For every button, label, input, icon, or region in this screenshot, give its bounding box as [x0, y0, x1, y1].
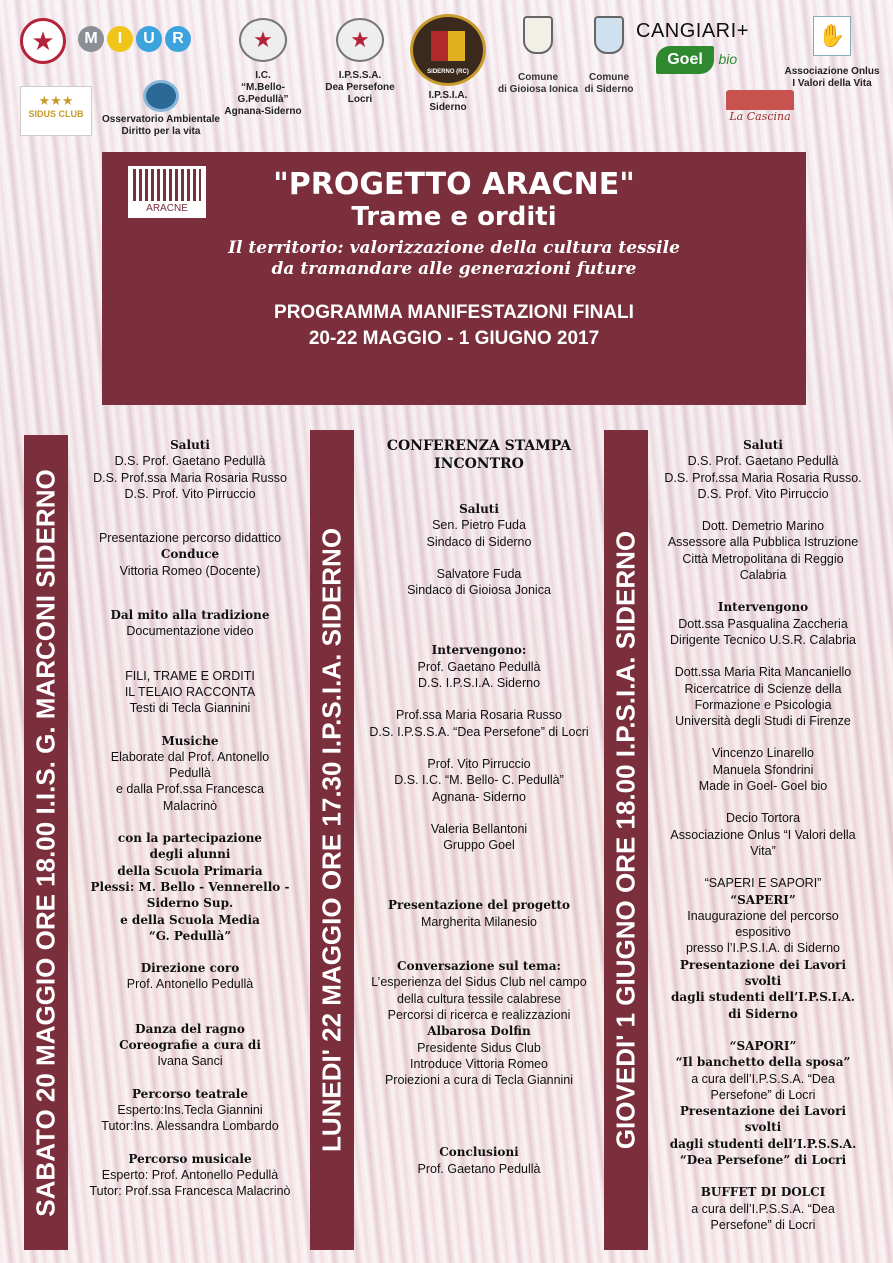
text-line: Esperto: Prof. Antonello Pedullà	[101, 1167, 279, 1182]
text-line: della Scuola Primaria	[117, 863, 263, 878]
banner-dates: 20-22 MAGGIO - 1 GIUGNO 2017	[308, 328, 600, 349]
section-heading: Danza del ragno	[135, 1021, 245, 1036]
section-heading: Saluti	[459, 502, 499, 516]
text-line: Vincenzo Linarello	[712, 746, 814, 761]
text-line: Città Metropolitana di Reggio	[682, 551, 844, 566]
text-line: a cura dell’I.P.S.S.A. “Dea	[691, 1201, 835, 1216]
republic-emblem-left	[20, 18, 66, 64]
ipssa-caption-1: I.P.S.S.A.	[338, 70, 382, 81]
section-heading: Percorso musicale	[128, 1151, 252, 1166]
text-line: Sindaco di Siderno	[426, 534, 532, 549]
text-line: Associazione Onlus “I Valori della	[670, 827, 856, 842]
text-line: Agnana- Siderno	[432, 789, 526, 804]
text-line: Università degli Studi di Firenze	[675, 714, 851, 729]
banner-title: "PROGETTO ARACNE"	[273, 167, 635, 202]
goel-leaf-icon: Goel	[656, 46, 714, 74]
goel-bio-logo	[656, 46, 737, 74]
text-line: Sen. Pietro Fuda	[432, 518, 526, 533]
la-cascina-logo	[726, 90, 794, 123]
section-heading: Saluti	[743, 438, 783, 452]
section-heading: INCONTRO	[434, 456, 524, 472]
ipsia-logo	[410, 14, 486, 114]
ipssa-caption-3: Locri	[347, 94, 373, 105]
goel-bio-text: bio	[718, 51, 738, 67]
section-heading: Conversazione sul tema:	[397, 959, 561, 974]
event-date-left: SABATO 20 MAGGIO ORE 18.00 I.I.S. G. MARCONI SIDERNO	[30, 468, 61, 1217]
text-line: Prof. Gaetano Pedullà	[417, 659, 541, 674]
text-line: Introduce Vittoria Romeo	[409, 1056, 549, 1071]
sidus-club-logo: ★★★ SIDUS CLUB	[20, 86, 92, 136]
section-heading: “SAPERI”	[730, 892, 796, 907]
text-line: Siderno Sup.	[146, 896, 234, 911]
text-line: Manuela Sfondrini	[712, 762, 814, 777]
section-heading: Saluti	[170, 438, 210, 452]
text-line: Salvatore Fuda	[436, 566, 522, 581]
text-line: Inaugurazione del percorso	[687, 908, 839, 923]
section-heading: CONFERENZA STAMPA	[386, 438, 572, 454]
text-line: Pedullà	[169, 766, 211, 781]
program-column-right	[648, 437, 878, 1233]
text-line: Formazione e Psicologia	[694, 697, 832, 712]
text-line: svolti	[744, 974, 782, 989]
text-line: Calabria	[739, 568, 787, 583]
text-line: D.S. Prof. Gaetano Pedullà	[687, 454, 839, 469]
cangiari-logo: CANGIARI+	[636, 20, 749, 42]
text-line: Vita”	[750, 843, 776, 858]
aracne-logo	[128, 166, 206, 218]
gioiosa-caption-2: di Gioiosa Ionica	[497, 84, 578, 95]
vertical-bar-middle	[310, 430, 354, 1250]
eye-icon	[143, 80, 179, 112]
text-line: D.S. Prof. Gaetano Pedullà	[114, 454, 266, 469]
stars-icon: ★★★	[38, 93, 74, 108]
ipssa-caption-2: Dea Persefone	[325, 82, 395, 93]
text-line: “Dea Persefone” di Locri	[679, 1152, 847, 1167]
section-heading: Intervengono:	[431, 643, 527, 658]
text-line: e della Scuola Media	[120, 912, 260, 927]
gioiosa-caption-1: Comune	[518, 72, 558, 83]
section-heading: Intervengono	[717, 600, 809, 615]
text-line: Made in Goel- Goel bio	[698, 779, 828, 794]
text-line: Ricercatrice di Scienze della	[684, 681, 842, 696]
text-line: Persefone” di Locri	[710, 1217, 816, 1232]
gioiosa-crest-icon	[523, 16, 553, 54]
text-line: Prof.ssa Maria Rosaria Russo	[395, 708, 563, 723]
section-heading: BUFFET DI DOLCI	[700, 1185, 826, 1200]
banner-theme-2: da tramandare alle generazioni future	[271, 259, 637, 279]
osservatorio-caption-2: Diritto per la vita	[121, 126, 201, 137]
text-line: Presidente Sidus Club	[417, 1040, 541, 1055]
osservatorio-logo	[96, 80, 226, 138]
section-heading: “SAPORI”	[729, 1038, 797, 1053]
text-line: Documentazione video	[126, 624, 254, 639]
text-line: Dirigente Tecnico U.S.R. Calabria	[670, 632, 856, 647]
section-heading: Dal mito alla tradizione	[110, 608, 270, 623]
ipsia-caption-1: I.P.S.I.A.	[428, 90, 468, 101]
aracne-logo-text: ARACNE	[146, 203, 188, 214]
ipsia-caption-2: Siderno	[429, 102, 467, 113]
ic-caption-2: “M.Bello-G.Pedullà”	[237, 82, 289, 105]
text-line: D.S. I.P.S.I.A. Siderno	[417, 676, 541, 691]
text-line: “SAPERI E SAPORI”	[704, 876, 822, 891]
text-line: Percorsi di ricerca e realizzazioni	[387, 1007, 571, 1022]
section-heading: Conduce	[160, 547, 220, 562]
la-cascina-text: La Cascina	[729, 110, 791, 123]
osservatorio-caption-1: Osservatorio Ambientale	[101, 114, 220, 125]
text-line: D.S. I.C. “M. Bello- C. Pedullà”	[394, 773, 564, 788]
star-icon: ★	[20, 18, 66, 64]
siderno-crest-icon	[594, 16, 624, 54]
banner-program: PROGRAMMA MANIFESTAZIONI FINALI	[274, 302, 634, 323]
text-line: presso l’I.P.S.I.A. di Siderno	[685, 941, 841, 956]
text-line: Tutor: Prof.ssa Francesca Malacrinò	[89, 1184, 291, 1199]
hands-icon: ✋	[813, 16, 851, 56]
ic-caption-1: I.C.	[255, 70, 271, 81]
section-heading: Percorso teatrale	[131, 1086, 248, 1101]
vertical-bar-right	[604, 430, 648, 1250]
section-heading: Conclusioni	[439, 1145, 519, 1160]
text-line: Margherita Milanesio	[420, 914, 538, 929]
building-icon	[726, 90, 794, 110]
text-line: Presentazione dei Lavori	[679, 1104, 847, 1119]
text-line: della cultura tessile calabrese	[397, 991, 561, 1006]
text-line: Esperto:Ins.Tecla Giannini	[117, 1102, 263, 1117]
associazione-logo	[778, 16, 886, 90]
text-line: Prof. Vito Pirruccio	[427, 756, 531, 771]
cangiari-text: CANGIARI	[636, 20, 737, 42]
section-heading: Musiche	[161, 733, 219, 748]
text-line: degli alunni	[149, 847, 231, 862]
text-line: D.S. Prof.ssa Maria Rosaria Russo.	[664, 470, 862, 485]
text-line: svolti	[744, 1120, 782, 1135]
vertical-bar-left	[24, 435, 68, 1250]
text-line: e dalla Prof.ssa Francesca	[116, 782, 264, 797]
event-date-right: GIOVEDI' 1 GIUGNO ORE 18.00 I.P.S.I.A. SIDERNO	[610, 530, 641, 1150]
text-line: Presentazione percorso didattico	[98, 531, 282, 546]
republic-star-icon: ★	[336, 18, 384, 62]
text-line: L’esperienza del Sidus Club nel campo	[371, 975, 587, 990]
republic-star-icon: ★	[239, 18, 287, 62]
siderno-caption-1: Comune	[589, 72, 629, 83]
text-line: a cura dell’I.P.S.S.A. “Dea	[691, 1071, 835, 1086]
text-line: D.S. Prof. Vito Pirruccio	[697, 486, 829, 501]
text-line: Malacrinò	[162, 798, 218, 813]
text-line: Ivana Sanci	[157, 1054, 223, 1069]
miur-logo: M I U R	[78, 26, 191, 52]
siderno-caption-2: di Siderno	[584, 84, 634, 95]
text-line: Persefone” di Locri	[710, 1087, 816, 1102]
title-banner	[102, 152, 806, 405]
text-line: IL TELAIO RACCONTA	[124, 684, 256, 699]
text-line: D.S. Prof.ssa Maria Rosaria Russo	[93, 470, 287, 485]
text-line: dagli studenti dell’I.P.S.I.A.	[671, 990, 855, 1005]
text-line: Vittoria Romeo (Docente)	[119, 563, 261, 578]
text-line: Decio Tortora	[725, 811, 801, 826]
ipssa-logo	[320, 18, 400, 106]
text-line: Proiezioni a cura di Tecla Giannini	[384, 1073, 574, 1088]
text-line: dagli studenti dell’I.P.S.S.A.	[669, 1136, 857, 1151]
text-line: Sindaco di Gioiosa Jonica	[407, 583, 551, 598]
siderno-logo	[576, 16, 642, 96]
text-line: FILI, TRAME E ORDITI	[125, 668, 255, 683]
text-line: Valeria Bellantoni	[430, 821, 528, 836]
gioiosa-logo	[496, 16, 580, 96]
text-line: Dott. Demetrio Marino	[701, 519, 825, 534]
text-line: Albarosa Dolfin	[427, 1024, 531, 1039]
text-line: di Siderno	[728, 1006, 798, 1021]
program-column-left	[70, 437, 310, 1199]
text-line: Prof. Antonello Pedullà	[126, 977, 254, 992]
ic-logo	[218, 18, 308, 118]
text-line: Plessi: M. Bello - Vennerello -	[90, 879, 290, 894]
section-heading: Presentazione del progetto	[388, 898, 570, 913]
text-line: Prof. Gaetano Pedullà	[417, 1161, 541, 1176]
text-line: Presentazione dei Lavori	[679, 957, 847, 972]
text-line: Dott.ssa Pasqualina Zaccheria	[678, 616, 848, 631]
ic-caption-3: Agnana-Siderno	[224, 106, 302, 117]
ipsia-crest-icon	[410, 14, 486, 86]
ipsia-badge-text: SIDERNO (RC)	[427, 69, 469, 75]
text-line: Tutor:Ins. Alessandra Lombardo	[101, 1119, 279, 1134]
text-line: Gruppo Goel	[443, 838, 515, 853]
associazione-caption-1: Associazione Onlus	[784, 66, 880, 77]
banner-subtitle: Trame e orditi	[351, 202, 557, 232]
text-line: “G. Pedullà”	[148, 928, 232, 943]
associazione-caption-2: I Valori della Vita	[792, 78, 872, 89]
text-line: Assessore alla Pubblica Istruzione	[667, 535, 859, 550]
text-line: Elaborate dal Prof. Antonello	[110, 749, 270, 764]
banner-theme-1: Il territorio: valorizzazione della cultura tessile	[228, 238, 680, 258]
text-line: con la partecipazione	[117, 831, 263, 846]
text-line: Dott.ssa Maria Rita Mancaniello	[674, 665, 852, 680]
text-line: D.S. I.P.S.S.A. “Dea Persefone” di Locri	[369, 724, 589, 739]
text-line: “Il banchetto della sposa”	[675, 1055, 851, 1070]
text-line: Testi di Tecla Giannini	[129, 701, 251, 716]
text-line: D.S. Prof. Vito Pirruccio	[124, 486, 256, 501]
program-column-middle	[356, 437, 602, 1177]
event-date-middle: LUNEDI' 22 MAGGIO ORE 17.30 I.P.S.I.A. SIDERNO	[316, 527, 347, 1153]
text-line: Coreografie a cura di	[119, 1038, 261, 1053]
section-heading: Direzione coro	[140, 961, 240, 976]
text-line: espositivo	[735, 925, 791, 940]
